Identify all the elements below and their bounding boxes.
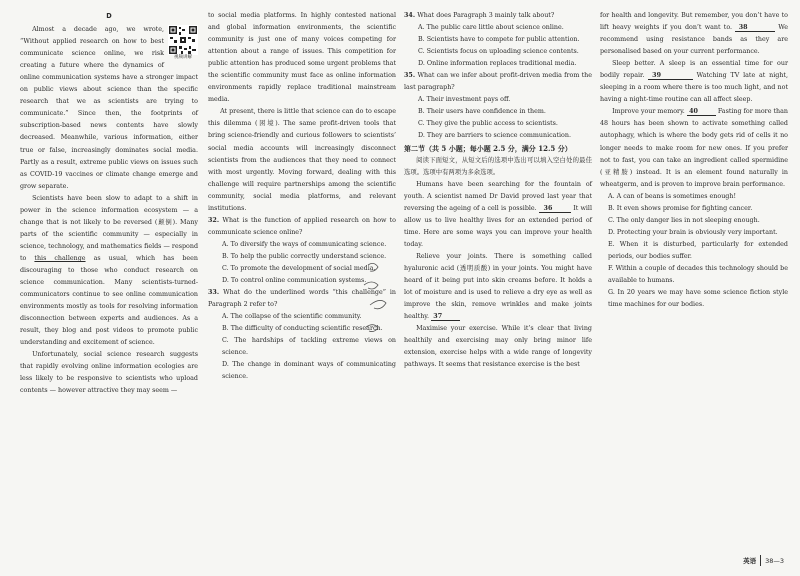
joints-title: Relieve your joints. bbox=[416, 252, 488, 260]
sleep-text-b: Watching TV late at night, sleeping in a room where there is too much light, and not having a night-time routine can all affect sleep. bbox=[600, 72, 788, 104]
sleep-text-a: A sleep is an essential time for our bodily repair. bbox=[600, 60, 788, 80]
cloze-options bbox=[600, 191, 788, 311]
section-2-instruction: 阅读下面短文，从短文后的选项中选出可以填入空白处的最佳选项。选项中有两项为多余选项。 bbox=[404, 156, 592, 176]
qr-code-block[interactable] bbox=[168, 25, 198, 61]
column-4 bbox=[600, 10, 788, 311]
answer-option[interactable]: A. The public care little about science online. bbox=[418, 24, 564, 32]
question-stem bbox=[208, 215, 396, 239]
footer-subject: 英语 bbox=[739, 555, 761, 566]
question-text: What can we infer about profit-driven media from the last paragraph? bbox=[404, 72, 592, 92]
underlined-this-challenge: this challenge bbox=[34, 254, 86, 262]
cloze-joints bbox=[404, 251, 592, 323]
section-2-heading: 第二节（共 5 小题；每小题 2.5 分，满分 12.5 分） bbox=[404, 143, 572, 153]
question-number: 32. bbox=[208, 216, 223, 224]
answer-option[interactable]: D. The change in dominant ways of communicating science. bbox=[222, 361, 396, 381]
passage-paragraph-1: Almost a decade ago, we wrote, “Without applied research on how to best communicate science online, we risk creating a future where the dynamics of online communication systems have a stronger impact on public views about science than the specific research that we as scientists are trying to communicate.” Since then, the footprints of subscription-based news contents have slowly decreased. Meanwhile, various information, either true or false, increasingly dominates social media. Partly as a result, extreme public views on issues such as COVID-19 vaccines or climate change emerge and grow separate. bbox=[20, 26, 198, 190]
answer-option[interactable]: D. To control online communication systems. bbox=[222, 277, 367, 285]
answer-option[interactable]: A. The collapse of the scientific community. bbox=[222, 313, 362, 321]
cloze-option[interactable]: E. When it is disturbed, particularly for extended periods, our bodies suffer. bbox=[608, 240, 788, 260]
cloze-option[interactable]: C. The only danger lies in not sleeping enough. bbox=[608, 216, 760, 224]
passage-paragraph-2 bbox=[20, 193, 198, 350]
passage-paragraph-3-continued: to social media platforms. In highly contested national and global information environments, the scientific community is just one of many voices competing for attention about a range of issues. This competition for public attention has produced some urgent problems that the scientific community must face as online information environments rapidly replace traditional mainstream media. bbox=[208, 12, 396, 104]
cloze-option[interactable]: F. Within a couple of decades this technology should be available to humans. bbox=[608, 264, 788, 285]
passage-paragraph-4: At present, there is little that science can do to escape this dilemma (困境). The same profit-driven tools that bring science-friendly and curious followers to scientists’ social media accounts will increasingly disconnect scientists from the audiences that they need to connect with most urgently. Moving forward, dealing with this challenge will require partnerships among the scientific community, social media platforms, and relevant institutions. bbox=[208, 108, 396, 212]
question-stem bbox=[404, 70, 592, 94]
question-35 bbox=[404, 70, 592, 142]
blank-38[interactable] bbox=[735, 24, 775, 32]
blank-39-number: 39 bbox=[652, 72, 661, 80]
answer-option[interactable]: B. The difficulty of conducting scientific research. bbox=[222, 325, 383, 333]
blank-40[interactable] bbox=[687, 108, 716, 116]
question-33 bbox=[208, 287, 396, 383]
cloze-option[interactable]: G. In 20 years we may have some science fiction style time machines for our bodies. bbox=[608, 289, 788, 309]
blank-37-number: 37 bbox=[433, 313, 443, 321]
exercise-title: Maximise your exercise. bbox=[416, 325, 498, 333]
blank-38-number: 38 bbox=[738, 24, 748, 32]
paragraph-2-text-a: Scientists have been slow to adapt to a shift in power in the science information ecosystem — a change that is not likely to be reversed (颠倒). Many parts of the scientific community — especially in science, technology, and mathematics fields — respond to bbox=[20, 194, 198, 262]
memory-text: Fasting for more than 48 hours has been shown to activate something called autophagy, which is where the body gets rid of cells it no longer needs to make room for new ones. If you prefer not to fast, you can take an ingredient called spermidine (亚精胺) instead. It is an element found naturally in wheatgerm, and is proven to improve brain performance. bbox=[600, 108, 788, 188]
answer-option[interactable]: B. To help the public correctly understand science. bbox=[222, 252, 387, 260]
blank-36-number: 36 bbox=[543, 204, 553, 212]
sleep-title: Sleep better. bbox=[612, 60, 656, 68]
question-stem bbox=[404, 10, 592, 22]
question-number: 33. bbox=[208, 289, 224, 297]
answer-option[interactable]: C. The hardships of tackling extreme views on science. bbox=[222, 337, 396, 357]
joints-text: There is something called hyaluronic acid (透明质酸) in your joints. You might have heard of it being put into skin creams before. It holds a lot of moisture and is used to relieve a dry eye as well as improve the skin, remove wrinkles and make joints healthy. bbox=[404, 252, 592, 321]
column-1 bbox=[20, 10, 198, 398]
answer-option[interactable]: B. Scientists have to compete for public attention. bbox=[418, 36, 580, 44]
question-text: What is the function of applied research on how to communicate science online? bbox=[208, 216, 397, 236]
exercise-text-b: We recommend using resistance bands as they are personalised based on your current performance. bbox=[600, 24, 788, 56]
answer-option[interactable]: A. Their investment pays off. bbox=[418, 96, 511, 104]
column-3 bbox=[404, 10, 592, 371]
paragraph-2-text-b: as usual, which has been discouraging to those who conduct research on science communication. Many scientists-turned-communicators continue to see online communication environments mostly as tools for resolving information disconnection between experts and audiences. As a result, they blog and post videos to promote public understanding and excitement of science. bbox=[20, 254, 199, 347]
cloze-option[interactable]: A. A can of beans is sometimes enough! bbox=[608, 192, 736, 200]
answer-option[interactable]: D. Online information replaces traditional media. bbox=[418, 60, 577, 68]
cloze-intro-text-b: It will allow us to live healthy lives for an extended period of time. Here are some ways you can improve your health today. bbox=[404, 204, 592, 248]
cloze-memory bbox=[600, 106, 788, 190]
question-number: 34. bbox=[404, 12, 418, 19]
cloze-exercise-continued bbox=[600, 10, 788, 58]
question-number: 35. bbox=[404, 72, 418, 80]
qr-code-icon bbox=[168, 25, 198, 55]
question-32 bbox=[208, 215, 396, 287]
qr-caption: 视频讲解 bbox=[174, 55, 192, 61]
answer-option[interactable]: A. To diversify the ways of communicating science. bbox=[222, 240, 387, 248]
cloze-intro-text-a: Humans have been searching for the fountain of youth. A scientist named Dr David proved last year that reversing the ageing of a cell is possible. bbox=[404, 180, 592, 212]
answer-option[interactable]: C. Scientists focus on uploading science contents. bbox=[418, 48, 579, 56]
memory-title: Improve your memory. bbox=[612, 108, 685, 116]
blank-37[interactable] bbox=[431, 313, 460, 321]
answer-option[interactable]: D. They are barriers to science communication. bbox=[418, 132, 571, 140]
cloze-option[interactable]: D. Protecting your brain is obviously very important. bbox=[608, 228, 778, 236]
answer-option[interactable]: C. They give the public access to scientists. bbox=[418, 120, 558, 128]
question-text: What do the underlined words “this challenge” in Paragraph 2 refer to? bbox=[208, 289, 396, 309]
passage-paragraph-3: Unfortunately, social science research suggests that rapidly evolving online information ecologies are less likely to be responsive to scientists who upload contents — however attractive they may seem — bbox=[20, 351, 198, 395]
passage-label: D bbox=[106, 12, 112, 20]
blank-40-number: 40 bbox=[689, 108, 698, 116]
column-2 bbox=[208, 10, 396, 383]
cloze-sleep bbox=[600, 58, 788, 106]
exercise-text-a-continued: for health and longevity. But remember, you don’t have to lift heavy weights if you don’t want to. bbox=[600, 12, 788, 32]
answer-option[interactable]: B. Their users have confidence in them. bbox=[418, 108, 546, 116]
exercise-text-a: While it’s clear that living healthily and exercising may only bring minor life extension, exercise helps with a wide range of longevity pathways. It seems that resistance exercise is the best bbox=[404, 325, 592, 369]
cloze-exercise bbox=[404, 323, 592, 371]
blank-39[interactable] bbox=[648, 72, 693, 80]
page-footer bbox=[739, 555, 788, 566]
question-stem bbox=[208, 287, 396, 311]
question-34 bbox=[404, 10, 592, 70]
blank-36[interactable] bbox=[539, 205, 571, 213]
cloze-option[interactable]: B. It even shows promise for fighting cancer. bbox=[608, 204, 753, 212]
footer-page-number: 38—3 bbox=[765, 556, 784, 565]
answer-option[interactable]: C. To promote the development of social media. bbox=[222, 264, 376, 272]
question-text: What does Paragraph 3 mainly talk about? bbox=[417, 12, 555, 19]
cloze-intro bbox=[404, 179, 592, 251]
